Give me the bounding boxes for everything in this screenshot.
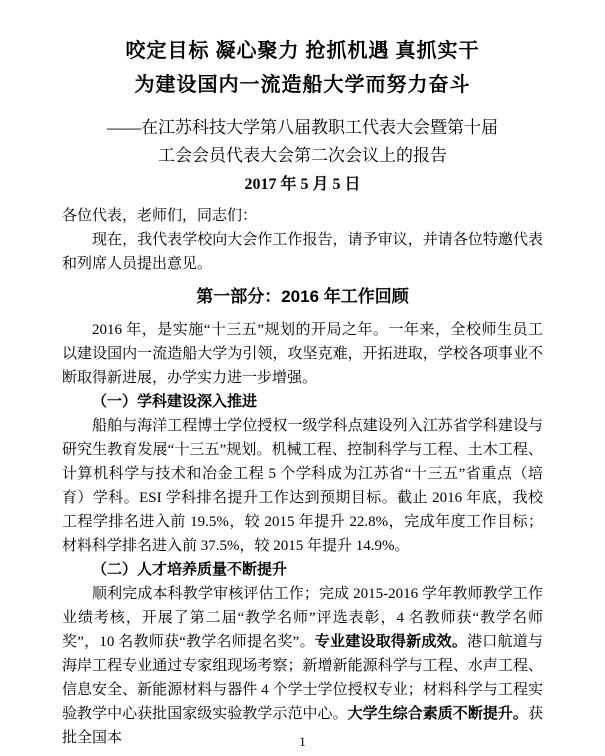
section2-paragraph [62, 582, 543, 750]
document-date: 2017 年 5 月 5 日 [244, 176, 361, 193]
section2-run-2-bold: 专业建设取得新成效。 [314, 633, 468, 650]
part1-intro-paragraph: 2016 年，是实施“十三五”规划的开局之年。一年来，全校师生员工以建设国内一流造船大学为引领，攻坚克难，开拓进取，学校各项事业不断取得新进展，办学实力进一步增强。 [62, 322, 543, 386]
page-number: 1 [299, 734, 306, 749]
section1-heading: （一）学科建设深入推进 [92, 393, 258, 410]
document-title-line1: 咬定目标 凝心聚力 抢抓机遇 真抓实干 [125, 40, 480, 62]
section1-paragraph: 船舶与海洋工程博士学位授权一级学科点建设列入江苏省学科建设与研究生教育发展“十三五”规划。机械工程、控制科学与工程、土木工程、计算机科学与技术和冶金工程 5 个学科成为江苏省“十三五”省重点（培育）学科。ESI 学科排名提升工作达到预期目标。截止 2016 年底，我校工程学排名进入前 19.5%，较 2015 年提升 22.8%，完成年度工作目标；材料科学排名进入前 37.5%，较 2015 年提升 14.9%。 [62, 418, 543, 554]
salutation: 各位代表，老师们，同志们： [62, 208, 258, 224]
section2-heading: （二）人才培养质量不断提升 [92, 561, 288, 578]
part1-heading: 第一部分：2016 年工作回顾 [196, 287, 409, 306]
section2-run-1: 顺利完成本科教学审核评估工作；完成 2015-2016 学年教师教学工作业绩考核，开展了第二届“教学名师”评选表彰，4 名教师获“教学名师奖”，10 名教师获“教学名师提名奖”。 [62, 586, 543, 650]
document-body [62, 204, 543, 750]
document-subtitle-line1: ——在江苏科技大学第八届教职工代表大会暨第十届 [107, 118, 498, 137]
section2-run-3: 港口航道与海岸工程专业通过专家组现场考察；新增新能源科学与工程、水声工程、信息安全、新能源材料与器件 4 个学士学位授权专业；材料科学与工程实验教学中心获批国家级实验教学示范中心。 [62, 634, 543, 722]
section2-run-5: 获批全国本 [62, 706, 543, 746]
section2-run-4-bold: 大学生综合素质不断提升。 [347, 705, 528, 722]
document-title-line2: 为建设国内一流造船大学而努力奋斗 [134, 74, 471, 96]
document-subtitle-line2: 工会会员代表大会第二次会议上的报告 [158, 146, 447, 165]
opening-paragraph: 现在，我代表学校向大会作工作报告，请予审议，并请各位特邀代表和列席人员提出意见。 [62, 232, 543, 272]
